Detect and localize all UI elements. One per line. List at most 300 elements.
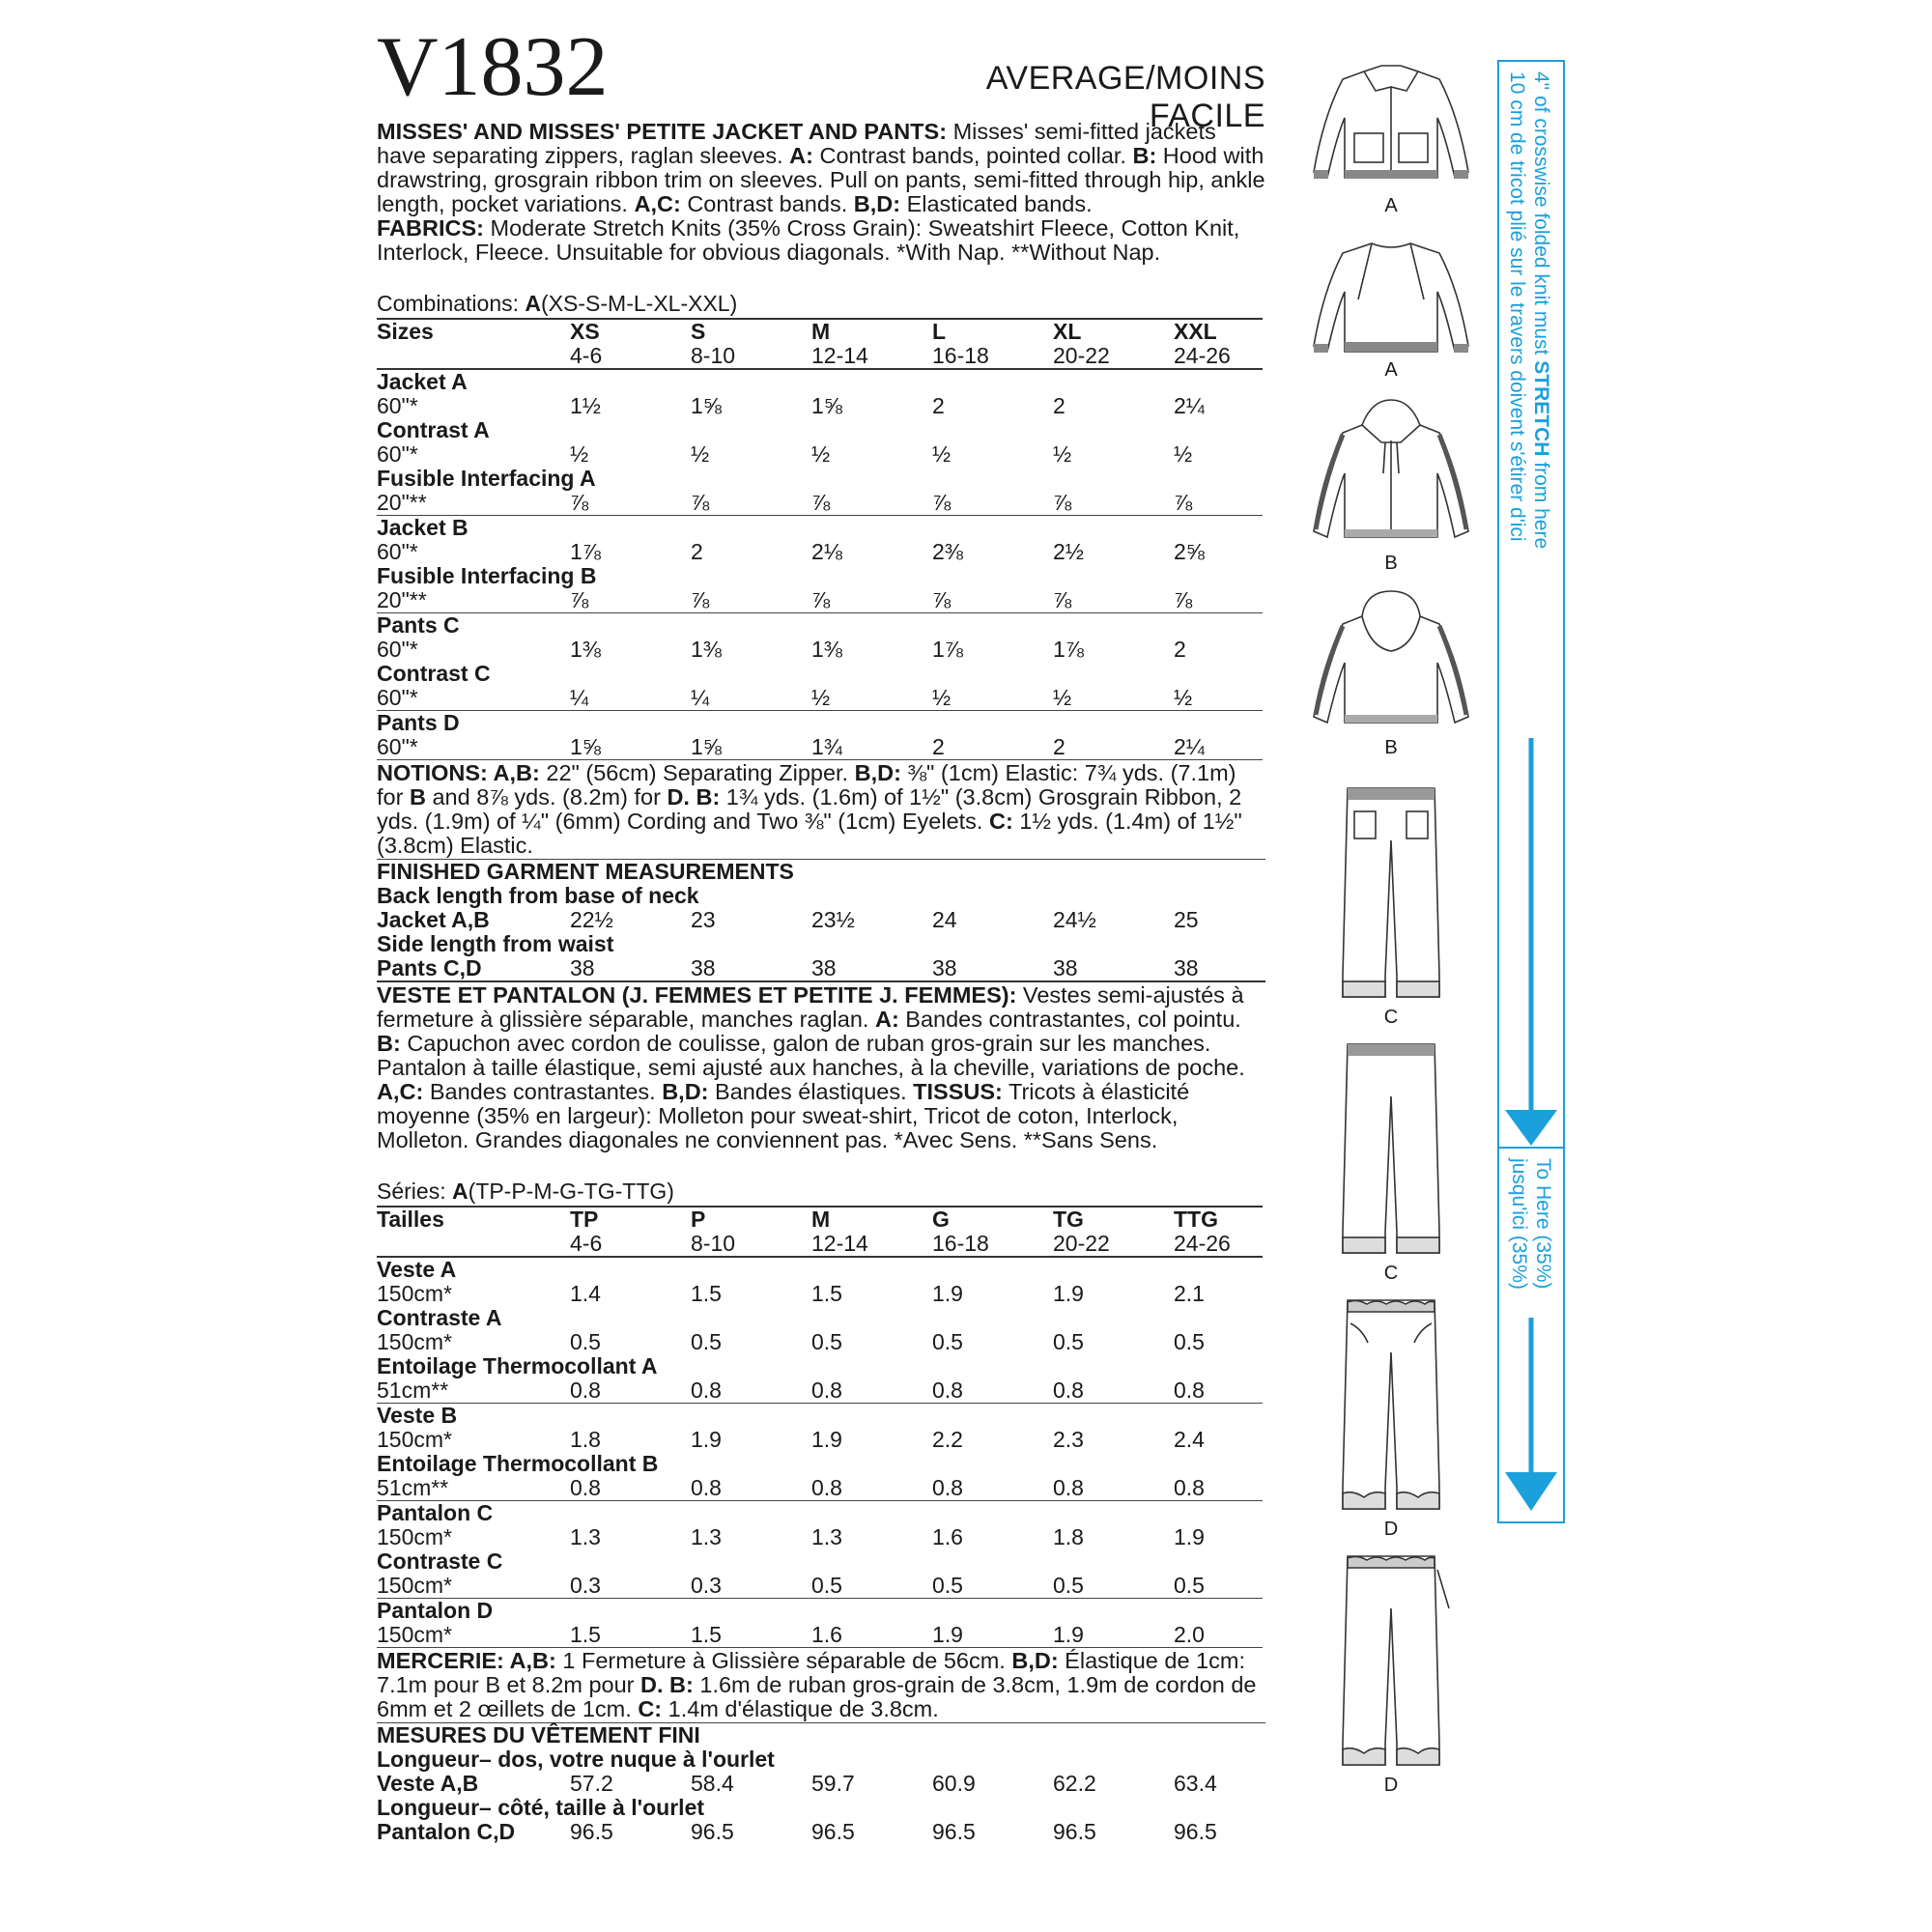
- en-yardage-view-row: [377, 369, 1263, 394]
- fr-measurement-value: 96.5: [811, 1819, 855, 1844]
- drawing-label: A: [1384, 195, 1398, 216]
- fr-fabric-width: 150cm*: [377, 1574, 570, 1599]
- fr-yardage-value: 1.5: [691, 1623, 811, 1648]
- en-fabric-width: 20"**: [377, 491, 570, 516]
- fr-yardage-value: 0.8: [691, 1378, 811, 1404]
- fr-desc-text-1: Bandes contrastantes, col pointu.: [898, 1007, 1241, 1032]
- fr-yardage-value: 1.9: [691, 1427, 722, 1452]
- en-measurement-heading: Side length from waist: [377, 931, 614, 956]
- fr-yardage-value: 0.5: [932, 1329, 963, 1354]
- en-size-code: L: [932, 319, 1053, 344]
- fr-desc-bold-3: A,C:: [377, 1079, 424, 1104]
- en-notions-label: NOTIONS:: [377, 760, 488, 785]
- fr-finished-label: MESURES DU VÊTEMENT FINI: [377, 1722, 700, 1747]
- fr-yardage-value: 0.8: [1174, 1476, 1263, 1501]
- en-notions-text-3: 1¾ yds. (1.6m) of 1½" (3.8cm) Grosgrain Ribbon, 2 yds. (1.9m) of ¼" (6mm) Cording and Two ⅜" (1cm) Eyelets.: [377, 784, 1242, 834]
- en-fabric-width: 60"*: [377, 393, 418, 418]
- fr-yardage-view-row: [377, 1452, 1263, 1476]
- fr-yardage-value-row: [377, 1623, 1263, 1648]
- fr-yardage-value-row: [377, 1525, 1263, 1549]
- en-yardage-value: ⅞: [691, 588, 811, 613]
- en-measurement-label: Jacket A,B: [377, 907, 490, 932]
- en-notions-text-2: and 8⅞ yds. (8.2m) for: [425, 784, 668, 810]
- en-yardage-value: ½: [1053, 686, 1174, 711]
- fr-notions-bold-3: C:: [638, 1696, 663, 1721]
- en-size-number: 16-18: [932, 344, 1053, 369]
- fr-measurement-value: 96.5: [691, 1819, 734, 1844]
- en-size-code: M: [811, 319, 932, 344]
- en-yardage-value: 1⅝: [691, 393, 722, 418]
- stretch-arrows: [1499, 62, 1563, 1521]
- en-notions-bold-0: A,B:: [487, 760, 540, 785]
- en-measurement-value: 23: [691, 907, 716, 932]
- en-description-intro: Misses' semi-fitted jackets have separating zippers, raglan sleeves.: [377, 119, 1216, 168]
- en-yardage-value: 2: [691, 539, 703, 564]
- fr-yardage-value: 1.8: [570, 1427, 601, 1452]
- en-yardage-value-row: [377, 588, 1263, 613]
- fr-measurement-value: 62.2: [1053, 1771, 1096, 1796]
- fr-yardage-value: 0.5: [1053, 1329, 1084, 1354]
- fr-view-label: Contraste C: [377, 1548, 503, 1574]
- fr-yardage-value: 0.8: [932, 1476, 1053, 1501]
- en-fabric-width: 60"*: [377, 686, 570, 711]
- pants-back-icon: [1304, 1038, 1478, 1265]
- en-yardage-view-row: [377, 467, 1263, 491]
- en-measurement-row: [377, 956, 1263, 980]
- en-yardage-value: ½: [1174, 686, 1263, 711]
- fr-yardage-value: 1.4: [570, 1281, 601, 1306]
- fr-yardage-value: 0.8: [811, 1476, 932, 1501]
- en-measurement-value: 38: [570, 955, 595, 980]
- fr-measurement-value: 58.4: [691, 1771, 734, 1796]
- fr-measurement-value: 63.4: [1174, 1771, 1217, 1796]
- fr-desc-text-0: Vestes semi-ajustés à fermeture à glissière séparable, manches raglan.: [377, 982, 1244, 1032]
- fr-yardage-value: 0.5: [1174, 1329, 1205, 1354]
- stretch-gauge-en-text: 4" of crosswise folded knit must STRETCH from here: [1530, 71, 1552, 550]
- jacket-back-icon: [1304, 232, 1478, 372]
- fr-fabric-width: 51cm**: [377, 1378, 570, 1404]
- fr-desc-bold-2: B:: [377, 1031, 401, 1056]
- fr-yardage-value: 0.5: [932, 1574, 1053, 1599]
- fr-yardage-value: 0.3: [570, 1574, 691, 1599]
- en-yardage-table: [377, 318, 1263, 760]
- drawing-label: C: [1383, 1263, 1399, 1284]
- en-yardage-value: 2¼: [1174, 735, 1263, 760]
- en-yardage-value: ⅞: [932, 491, 1053, 516]
- fr-size-code: TG: [1053, 1207, 1174, 1232]
- en-view-label: Pants D: [377, 710, 460, 735]
- fr-yardage-value: 0.5: [1053, 1574, 1174, 1599]
- fr-measurement-label: Veste A,B: [377, 1771, 479, 1796]
- fr-yardage-value: 0.8: [1053, 1378, 1174, 1404]
- fr-desc-text-4: Bandes élastiques.: [708, 1079, 914, 1104]
- en-combinations: Combinations: A(XS-S-M-L-XL-XXL): [377, 291, 738, 316]
- fr-desc-text-2: Capuchon avec cordon de coulisse, galon de ruban gros-grain sur les manches. Pantalon à taille élastique, semi ajusté aux hanches, à la cheville, variations de poche.: [377, 1031, 1245, 1080]
- to-here-en: To Here (35%): [1532, 1158, 1554, 1290]
- en-size-number: 4-6: [570, 344, 691, 369]
- fr-measurement-value: 59.7: [811, 1771, 855, 1796]
- en-yardage-value: ½: [570, 441, 589, 467]
- en-yardage-value: 1½: [570, 393, 601, 418]
- en-yardage-value: ⅞: [570, 588, 691, 613]
- fr-yardage-view-row: [377, 1404, 1263, 1429]
- en-desc-bold-2: A,C:: [634, 191, 681, 216]
- en-measurement-heading-row: [377, 884, 1263, 908]
- drawing-label: B: [1384, 553, 1398, 574]
- fr-size-code: G: [932, 1207, 1053, 1232]
- fr-size-header-row: [377, 1207, 1263, 1232]
- fr-size-code: M: [811, 1207, 932, 1232]
- en-yardage-value: ⅞: [811, 588, 932, 613]
- fr-yardage-value: 0.5: [811, 1329, 842, 1354]
- en-measurement-value: 25: [1174, 907, 1199, 932]
- fr-description: [377, 980, 1265, 1152]
- drawing-label: C: [1383, 1007, 1399, 1028]
- to-here-fr: jusqu'ici (35%): [1508, 1158, 1530, 1290]
- en-yardage-value: 1⅝: [811, 393, 842, 418]
- en-fabric-width: 60"*: [377, 539, 418, 564]
- en-measurement-value: 23½: [811, 907, 855, 932]
- fr-yardage-value: 1.9: [811, 1427, 842, 1452]
- en-yardage-value: ⅞: [570, 491, 691, 516]
- fr-yardage-value: 0.8: [1174, 1378, 1263, 1404]
- en-yardage-value: 1⅝: [570, 735, 691, 760]
- en-title: MISSES' AND MISSES' PETITE JACKET AND PANTS:: [377, 119, 948, 144]
- en-yardage-value-row: [377, 638, 1263, 662]
- en-fabric-width: 60"*: [377, 735, 570, 760]
- fr-yardage-value: 0.8: [691, 1476, 811, 1501]
- en-measurement-value: 38: [932, 955, 957, 980]
- pants-elastic-front-icon: [1304, 1294, 1478, 1521]
- fr-size-number-row: [377, 1232, 1263, 1257]
- en-yardage-value: 2⅝: [1174, 539, 1205, 564]
- en-measurement-heading: Back length from base of neck: [377, 883, 699, 908]
- drawing-label: D: [1383, 1775, 1399, 1796]
- en-view-label: Contrast C: [377, 661, 491, 686]
- en-yardage-view-row: [377, 662, 1263, 686]
- stretch-gauge-fr-text: 10 cm de tricot plié sur le travers doivent s'étirer d'ici: [1506, 71, 1528, 542]
- en-yardage-value-row: [377, 394, 1263, 418]
- fr-measurement-value: 96.5: [570, 1819, 613, 1844]
- fr-measurement-value: 96.5: [1053, 1819, 1096, 1844]
- en-desc-text-0: Contrast bands, pointed collar.: [812, 143, 1133, 168]
- fr-yardage-value: 2.0: [1174, 1623, 1263, 1648]
- en-yardage-value: ⅞: [691, 491, 811, 516]
- en-desc-text-1: Hood with drawstring, grosgrain ribbon trim on sleeves. Pull on pants, semi-fitted through hip, ankle length, pocket variations.: [377, 143, 1265, 216]
- fr-size-number: 8-10: [691, 1232, 811, 1257]
- fr-measurement-heading: Longueur– côté, taille à l'ourlet: [377, 1795, 705, 1820]
- en-size-code: XXL: [1174, 319, 1263, 344]
- fr-yardage-value: 1.9: [932, 1281, 963, 1306]
- en-yardage-value: 1⅝: [691, 735, 811, 760]
- en-yardage-value: ⅞: [1174, 491, 1263, 516]
- en-yardage-value: 2¼: [1174, 393, 1205, 418]
- fr-yardage-value-row: [377, 1476, 1263, 1501]
- fr-view-label: Veste A: [377, 1257, 457, 1282]
- fr-desc-bold-4: B,D:: [662, 1079, 709, 1104]
- en-desc-text-2: Contrast bands.: [680, 191, 854, 216]
- hooded-jacket-back-icon: [1304, 589, 1478, 739]
- en-yardage-value-row: [377, 442, 1263, 467]
- en-yardage-value: 2: [932, 393, 945, 418]
- fr-fabric-width: 51cm**: [377, 1476, 570, 1501]
- en-yardage-view-row: [377, 516, 1263, 541]
- en-yardage-value: ¼: [691, 686, 811, 711]
- en-measurement-value: 24: [932, 907, 957, 932]
- fr-notions-label: MERCERIE:: [377, 1648, 504, 1673]
- fr-fabric-width: 150cm*: [377, 1427, 452, 1452]
- en-yardage-view-row: [377, 613, 1263, 639]
- en-yardage-value-row: [377, 540, 1263, 564]
- en-size-number-spacer: [377, 344, 570, 369]
- fr-measurement-value: 57.2: [570, 1771, 613, 1796]
- en-yardage-value: 2½: [1053, 539, 1084, 564]
- fr-yardage-value: 1.9: [1053, 1281, 1084, 1306]
- pants-elastic-back-icon: [1304, 1550, 1478, 1777]
- en-notions-bold-3: D. B:: [667, 784, 721, 810]
- en-measurement-value: 38: [691, 955, 716, 980]
- fr-yardage-value-row: [377, 1282, 1263, 1306]
- en-yardage-value: ⅞: [1053, 491, 1174, 516]
- fr-yardage-value: 0.5: [691, 1329, 722, 1354]
- fr-yardage-view-row: [377, 1549, 1263, 1574]
- en-measurement-value: 22½: [570, 907, 613, 932]
- drawing-label: D: [1383, 1519, 1399, 1540]
- en-yardage-value: ½: [811, 686, 932, 711]
- fr-yardage-view-row: [377, 1257, 1263, 1282]
- fr-measurement-value: 60.9: [932, 1771, 976, 1796]
- fr-measurement-label: Pantalon C,D: [377, 1819, 516, 1844]
- fr-yardage-view-row: [377, 1599, 1263, 1624]
- en-yardage-value: ½: [932, 441, 952, 467]
- en-size-number: 20-22: [1053, 344, 1174, 369]
- en-fabrics-text: Moderate Stretch Knits (35% Cross Grain): Sweatshirt Fleece, Cotton Knit, Interlock, Fleece. Unsuitable for obvious diagonals. *With Nap. **Without Nap.: [377, 215, 1240, 265]
- en-yardage-value: ⅞: [1053, 588, 1174, 613]
- fr-measurement-value: 96.5: [932, 1819, 976, 1844]
- fr-yardage-value: 2.4: [1174, 1427, 1205, 1452]
- fr-yardage-value-row: [377, 1428, 1263, 1452]
- fr-measurement-row: [377, 1820, 1263, 1844]
- fr-desc-bold-1: A:: [874, 1007, 899, 1032]
- fr-yardage-value: 0.5: [570, 1329, 601, 1354]
- fr-yardage-value: 1.8: [1053, 1524, 1084, 1549]
- fr-yardage-value: 0.8: [811, 1378, 932, 1404]
- stretch-gauge: [1497, 60, 1565, 1523]
- fr-measurement-heading-row: [377, 1796, 1263, 1820]
- fr-yardage-value: 1.5: [691, 1281, 722, 1306]
- fr-yardage-value: 1.3: [691, 1524, 722, 1549]
- en-view-label: Pants C: [377, 612, 460, 638]
- en-yardage-value: 1⅜: [691, 637, 722, 662]
- en-desc-bold-0: A:: [789, 143, 813, 168]
- fr-measurement-heading-row: [377, 1747, 1263, 1772]
- fr-yardage-value: 0.8: [570, 1378, 691, 1404]
- en-yardage-value: ⅞: [811, 491, 932, 516]
- en-measurement-label: Pants C,D: [377, 955, 482, 980]
- fr-notions-text-3: 1.4m d'élastique de 3.8cm.: [662, 1696, 939, 1721]
- en-yardage-value: 1⅞: [932, 637, 963, 662]
- fr-yardage-value: 1.6: [811, 1623, 932, 1648]
- fr-notions-text-0: 1 Fermeture à Glissière séparable de 56cm.: [555, 1648, 1012, 1673]
- en-notions-text-0: 22" (56cm) Separating Zipper.: [539, 760, 855, 785]
- en-measurement-value: 38: [1174, 955, 1199, 980]
- fr-yardage-value: 1.9: [932, 1623, 1053, 1648]
- fr-yardage-view-row: [377, 1501, 1263, 1526]
- en-view-label: Jacket B: [377, 515, 469, 540]
- en-measurement-value: 38: [811, 955, 837, 980]
- en-yardage-value: 1⅞: [570, 539, 601, 564]
- en-yardage-value: 2⅛: [811, 539, 842, 564]
- en-yardage-value: 2: [1053, 735, 1174, 760]
- fr-yardage-value: 2.1: [1174, 1281, 1205, 1306]
- fr-view-label: Pantalon C: [377, 1500, 494, 1525]
- en-yardage-value: ½: [1053, 441, 1072, 467]
- en-finished-label: FINISHED GARMENT MEASUREMENTS: [377, 859, 794, 884]
- fr-yardage-value-row: [377, 1378, 1263, 1404]
- fr-yardage-value: 0.3: [691, 1574, 811, 1599]
- fr-yardage-view-row: [377, 1354, 1263, 1378]
- en-fabric-width: 60"*: [377, 441, 418, 467]
- en-notions: [377, 760, 1265, 860]
- en-measurement-value: 38: [1053, 955, 1078, 980]
- en-yardage-value: ½: [811, 441, 831, 467]
- en-size-number-row: [377, 344, 1263, 369]
- fr-size-code: TP: [570, 1207, 691, 1232]
- fr-fabric-width: 150cm*: [377, 1329, 452, 1354]
- en-yardage-value: ¼: [570, 686, 691, 711]
- fr-fabric-width: 150cm*: [377, 1524, 452, 1549]
- en-view-label: Fusible Interfacing B: [377, 563, 597, 588]
- fr-size-code: TTG: [1174, 1207, 1263, 1232]
- fr-yardage-value: 1.9: [1053, 1623, 1174, 1648]
- fr-size-number: 4-6: [570, 1232, 691, 1257]
- en-yardage-value: 1⅜: [811, 637, 842, 662]
- en-yardage-value: 2⅜: [932, 539, 963, 564]
- en-yardage-view-row: [377, 564, 1263, 588]
- en-size-number: 24-26: [1174, 344, 1263, 369]
- en-fabric-width: 60"*: [377, 637, 418, 662]
- en-size-code: XS: [570, 319, 691, 344]
- hooded-jacket-front-icon: [1304, 396, 1478, 555]
- fr-yardage-value: 1.9: [1174, 1524, 1205, 1549]
- difficulty-level: AVERAGE/MOINS FACILE: [985, 60, 1265, 134]
- en-yardage-value: 2: [932, 735, 1053, 760]
- fr-yardage-value: 0.8: [570, 1476, 691, 1501]
- fr-notions-bold-0: A,B:: [503, 1648, 556, 1673]
- en-yardage-value: ½: [691, 441, 710, 467]
- en-yardage-value-row: [377, 686, 1263, 711]
- fr-yardage-value: 2.3: [1053, 1427, 1084, 1452]
- fr-yardage-value: 1.5: [811, 1281, 842, 1306]
- fr-fabric-width: 150cm*: [377, 1623, 570, 1648]
- fr-view-label: Veste B: [377, 1403, 458, 1428]
- en-fabrics-label: FABRICS:: [377, 215, 484, 241]
- en-yardage-value: ⅞: [1174, 588, 1263, 613]
- en-notions-bold-1: B,D:: [854, 760, 901, 785]
- en-yardage-view-row: [377, 418, 1263, 442]
- drawing-label: B: [1384, 737, 1398, 758]
- fr-measurement-heading: Longueur– dos, votre nuque à l'ourlet: [377, 1747, 775, 1772]
- fr-size-number: 16-18: [932, 1232, 1053, 1257]
- en-yardage-value: 2: [1053, 393, 1065, 418]
- fr-finished-title-row: [377, 1723, 1263, 1747]
- fr-yardage-table: [377, 1206, 1263, 1648]
- fr-yardage-value: 1.6: [932, 1524, 963, 1549]
- en-view-label: Fusible Interfacing A: [377, 466, 596, 491]
- fr-size-number: 12-14: [811, 1232, 932, 1257]
- fr-size-number: 24-26: [1174, 1232, 1263, 1257]
- en-yardage-value: ½: [932, 686, 1053, 711]
- en-yardage-value-row: [377, 735, 1263, 760]
- fr-yardage-value: 1.5: [570, 1623, 691, 1648]
- en-yardage-value: ⅞: [932, 588, 1053, 613]
- en-sizes-label: Sizes: [377, 319, 570, 344]
- en-measurement-heading-row: [377, 932, 1263, 956]
- fr-measurement-value: 96.5: [1174, 1819, 1217, 1844]
- fr-notions: [377, 1648, 1265, 1723]
- fr-desc-text-3: Bandes contrastantes.: [423, 1079, 663, 1104]
- fr-view-label: Entoilage Thermocollant B: [377, 1451, 659, 1476]
- fr-notions-text-1: Élastique de 1cm: 7.1m pour B et 8.2m pour: [377, 1648, 1245, 1697]
- fr-size-code: P: [691, 1207, 811, 1232]
- fr-measurement-row: [377, 1772, 1263, 1796]
- pants-front-icon: [1304, 782, 1478, 1009]
- fr-title: VESTE ET PANTALON (J. FEMMES ET PETITE J. FEMMES):: [377, 982, 1017, 1008]
- en-size-header-row: [377, 319, 1263, 344]
- fr-notions-text-2: 1.6m de ruban gros-grain de 3.8cm, 1.9m de cordon de 6mm et 2 œillets de 1cm.: [377, 1672, 1257, 1721]
- fr-view-label: Pantalon D: [377, 1598, 494, 1623]
- en-yardage-view-row: [377, 711, 1263, 736]
- en-desc-text-3: Elasticated bands.: [900, 191, 1093, 216]
- fr-desc-bold-5: TISSUS:: [913, 1079, 1003, 1104]
- en-notions-bold-4: C:: [988, 809, 1013, 834]
- en-fabric-width: 20"**: [377, 588, 570, 613]
- fr-finished-measurements: [377, 1723, 1263, 1844]
- fr-yardage-value: 2.2: [932, 1427, 963, 1452]
- en-size-number: 8-10: [691, 344, 811, 369]
- fr-fabric-width: 150cm*: [377, 1281, 452, 1306]
- fr-yardage-value: 0.5: [1174, 1574, 1263, 1599]
- en-notions-bold-2: B: [409, 784, 426, 810]
- fr-sizes-label: Tailles: [377, 1207, 570, 1232]
- en-yardage-value-row: [377, 491, 1263, 516]
- fr-view-label: Entoilage Thermocollant A: [377, 1353, 658, 1378]
- pattern-envelope-back: [377, 19, 1265, 1844]
- pattern-code: V1832: [377, 20, 609, 114]
- fr-yardage-value-row: [377, 1330, 1263, 1354]
- en-yardage-value: 1⅞: [1053, 637, 1084, 662]
- en-size-code: S: [691, 319, 811, 344]
- en-finished-measurements: [377, 860, 1263, 980]
- en-desc-bold-1: B:: [1132, 143, 1157, 168]
- en-view-label: Contrast A: [377, 417, 490, 442]
- en-notions-text-4: 1½ yds. (1.4m) of 1½" (3.8cm) Elastic.: [377, 809, 1242, 858]
- en-finished-title-row: [377, 860, 1263, 884]
- en-measurement-row: [377, 908, 1263, 932]
- fr-size-number-spacer: [377, 1232, 570, 1257]
- fr-yardage-value: 0.5: [811, 1574, 932, 1599]
- en-yardage-value: 1⅜: [570, 637, 601, 662]
- fr-size-number: 20-22: [1053, 1232, 1174, 1257]
- en-yardage-value: 1¾: [811, 735, 932, 760]
- en-description: [377, 120, 1265, 265]
- fr-notions-bold-2: D. B:: [640, 1672, 694, 1697]
- drawing-label: A: [1384, 359, 1398, 381]
- fr-yardage-value-row: [377, 1574, 1263, 1599]
- en-measurement-value: 24½: [1053, 907, 1096, 932]
- en-notions-text-1: ⅜" (1cm) Elastic: 7¾ yds. (7.1m) for: [377, 760, 1236, 810]
- fr-yardage-value: 0.8: [932, 1378, 1053, 1404]
